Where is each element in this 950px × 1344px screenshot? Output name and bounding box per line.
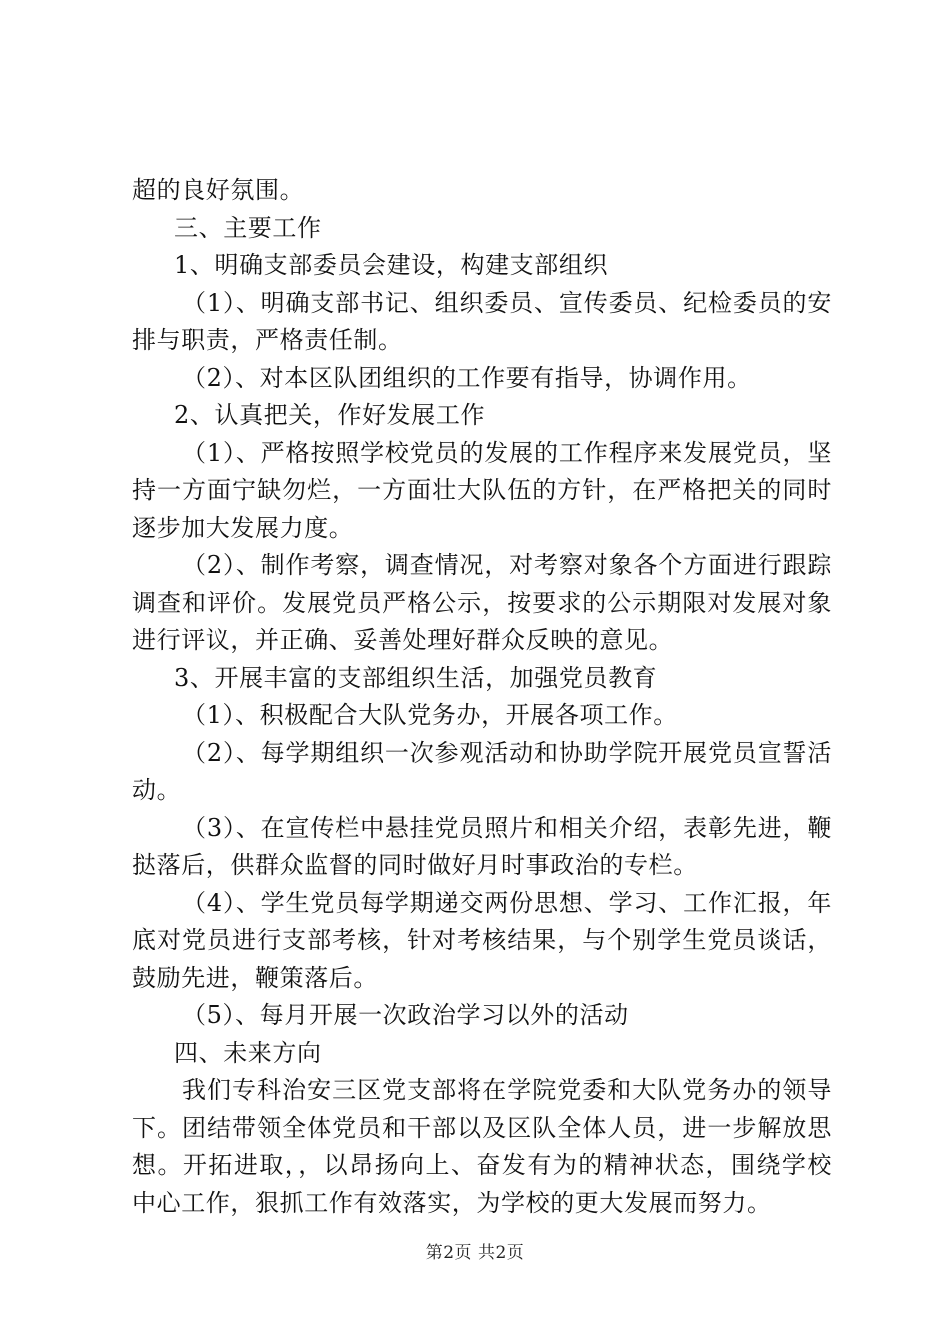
list-item: （4）、学生党员每学期递交两份思想、学习、工作汇报，年底对党员进行支部考核，针对考核结果，与个别学生党员谈话，鼓励先进，鞭策落后。	[132, 888, 832, 992]
subsection-heading: 3、开展丰富的支部组织生活，加强党员教育	[174, 663, 658, 692]
page-number-footer: 第2页 共2页	[425, 1243, 525, 1263]
subsection-heading: 1、明确支部委员会建设，构建支部组织	[174, 251, 609, 279]
list-item: （2）、制作考察，调查情况，对考察对象各个方面进行跟踪调查和评价。发展党员严格公示，按要求的公示期限对发展对象进行评议，并正确、妥善处理好群众反映的意见。	[132, 551, 832, 654]
list-item: （2）、对本区队团组织的工作要有指导，协调作用。	[182, 363, 752, 392]
paragraph: 我们专科治安三区党支部将在学院党委和大队党务办的领导下。团结带领全体党员和干部以及区队全体人员，进一步解放思想。开拓进取，，以昂扬向上、奋发有为的精神状态，围绕学校中心工作，狠抓工作有效落实，为学校的更大发展而努力。	[132, 1076, 832, 1217]
section-heading: 四、未来方向	[174, 1038, 322, 1067]
list-item: （1）、严格按照学校党员的发展的工作程序来发展党员，坚持一方面宁缺勿烂，一方面壮大队伍的方针，在严格把关的同时逐步加大发展力度。	[132, 438, 832, 542]
list-item: （2）、每学期组织一次参观活动和协助学院开展党员宣誓活动。	[132, 738, 832, 804]
section-heading: 三、主要工作	[174, 213, 322, 242]
subsection-heading: 2、认真把关，作好发展工作	[174, 401, 486, 429]
document-body	[132, 172, 832, 1222]
list-item: （1）、明确支部书记、组织委员、宣传委员、纪检委员的安排与职责，严格责任制。	[132, 288, 832, 354]
paragraph: 超的良好氛围。	[132, 176, 305, 204]
list-item: （1）、积极配合大队党务办，开展各项工作。	[182, 701, 678, 729]
list-item: （5）、每月开展一次政治学习以外的活动	[182, 1001, 629, 1029]
list-item: （3）、在宣传栏中悬挂党员照片和相关介绍，表彰先进，鞭挞落后，供群众监督的同时做好月时事政治的专栏。	[132, 813, 832, 879]
